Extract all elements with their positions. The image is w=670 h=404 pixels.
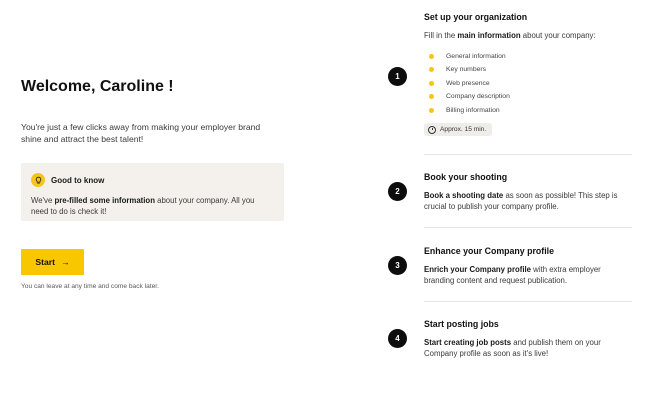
step-description <box>424 31 632 42</box>
welcome-intro: You're just a few clicks away from making your employer brand shine and attract the best talent! <box>21 122 261 144</box>
good-to-know-text-prefix: We've <box>31 196 55 205</box>
bullet-dot-icon <box>429 81 434 86</box>
step-description <box>424 338 632 359</box>
step-title: Enhance your Company profile <box>424 246 555 256</box>
list-item <box>424 104 632 118</box>
duration-label: Approx. 15 min. <box>440 126 487 134</box>
step-description <box>424 265 632 286</box>
step-number-badge: 2 <box>388 182 407 201</box>
step-title: Set up your organization <box>424 12 528 22</box>
good-to-know-text-bold: pre-filled some information <box>54 196 155 205</box>
start-button-label: Start <box>35 257 55 267</box>
list-item-label: Billing information <box>446 106 500 114</box>
step-title: Book your shooting <box>424 172 508 182</box>
list-item-label: Web presence <box>446 79 490 87</box>
divider <box>424 227 632 228</box>
bullet-dot-icon <box>429 67 434 72</box>
start-button[interactable] <box>21 249 84 275</box>
good-to-know-header <box>31 173 274 187</box>
lightbulb-icon <box>31 173 45 187</box>
step-desc-suffix: and publish them on your Company profile as soon as it's live! <box>424 338 601 358</box>
step-number-badge: 3 <box>388 256 407 275</box>
list-item-label: General information <box>446 52 506 60</box>
good-to-know-text <box>31 196 274 217</box>
clock-icon <box>428 126 436 134</box>
step-body <box>424 319 632 359</box>
step-title: Start posting jobs <box>424 319 499 329</box>
list-item <box>424 90 632 104</box>
step-desc-bold: Enrich your Company profile <box>424 265 532 274</box>
bullet-dot-icon <box>429 94 434 99</box>
step-desc-bold: Book a shooting date <box>424 191 504 200</box>
step-desc-suffix: about your company: <box>520 31 596 40</box>
good-to-know-box <box>21 163 284 221</box>
step-body <box>424 172 632 212</box>
list-item <box>424 63 632 77</box>
step-number-badge: 4 <box>388 329 407 348</box>
bullet-dot-icon <box>429 108 434 113</box>
arrow-right-icon: → <box>61 257 70 267</box>
good-to-know-text-suffix: about your company. All you need to do is check it! <box>31 196 255 216</box>
leave-note: You can leave at any time and come back later. <box>21 283 159 290</box>
step-number-badge: 1 <box>388 67 407 86</box>
step-desc-suffix: as soon as possible! This step is crucial to publish your company profile. <box>424 191 618 211</box>
step-desc-prefix: Fill in the <box>424 31 458 40</box>
step-desc-bold: main information <box>457 31 521 40</box>
step-desc-suffix: with extra employer branding content and request publication. <box>424 265 601 285</box>
step-desc-bold: Start creating job posts <box>424 338 512 347</box>
duration-badge <box>424 123 492 136</box>
step-description <box>424 191 632 212</box>
bullet-dot-icon <box>429 54 434 59</box>
list-item <box>424 50 632 64</box>
welcome-title: Welcome, Caroline ! <box>21 78 174 95</box>
divider <box>424 301 632 302</box>
good-to-know-title: Good to know <box>51 175 105 185</box>
info-checklist <box>424 50 632 118</box>
list-item <box>424 77 632 91</box>
step-body <box>424 12 632 139</box>
divider <box>424 154 632 155</box>
list-item-label: Company description <box>446 93 510 101</box>
list-item-label: Key numbers <box>446 66 487 74</box>
step-body <box>424 246 632 286</box>
